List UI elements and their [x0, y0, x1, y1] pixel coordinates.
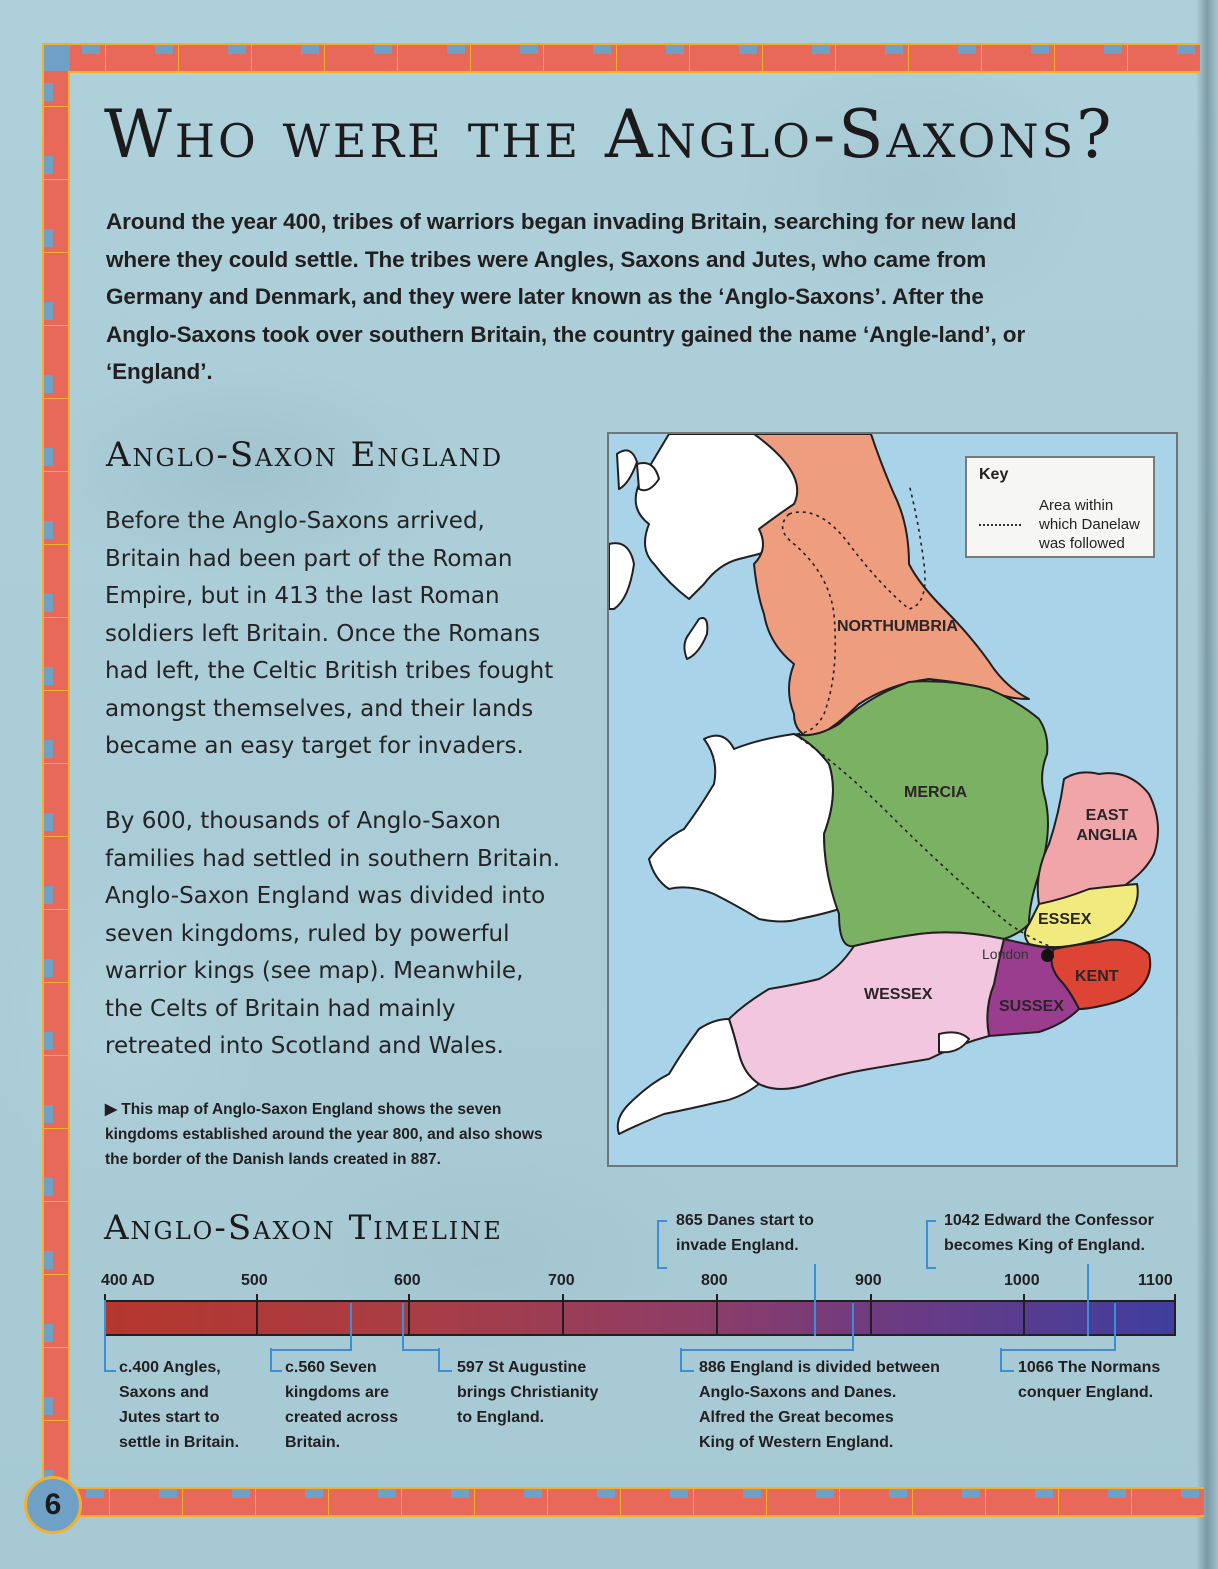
event-560-line-3: created across: [285, 1409, 398, 1426]
section-heading-timeline: Anglo-Saxon Timeline: [104, 1208, 503, 1248]
key-entry-danelaw: Area within which Danelaw was followed: [1039, 497, 1140, 552]
event-886-line-3: Alfred the Great becomes: [699, 1409, 894, 1426]
tick-label-700: 700: [548, 1272, 575, 1289]
city-label-london: London: [982, 946, 1029, 962]
leader-line-1042a: [926, 1220, 936, 1269]
leader-line-865a: [657, 1220, 667, 1269]
london-marker-icon: [1041, 949, 1054, 962]
leader-line-400: [104, 1300, 116, 1372]
region-label-wessex: WESSEX: [864, 986, 933, 1003]
region-label-essex: ESSEX: [1038, 911, 1092, 928]
leader-line-560b: [270, 1348, 282, 1372]
border-top: [70, 43, 1200, 73]
event-400-line-2: Saxons and: [119, 1384, 209, 1401]
section-heading-england: Anglo-Saxon England: [106, 435, 504, 475]
event-1042-line-1: 1042 Edward the Confessor: [944, 1212, 1154, 1229]
event-597: [457, 1355, 598, 1430]
leader-line-597a: [402, 1303, 440, 1351]
body-paragraph-1: Before the Anglo-Saxons arrived, Britain had been part of the Roman Empire, but in 413 the last Roman soldiers left Britain. Once the Romans had left, the Celtic British tribes fought amongst themselves, and their lands became an easy target for invaders.: [105, 508, 554, 759]
event-400: [119, 1355, 239, 1455]
key-title: Key: [979, 466, 1009, 483]
anglo-saxon-map: [607, 432, 1178, 1167]
tick-mark: [870, 1294, 872, 1336]
event-560-line-1: c.560 Seven: [285, 1359, 377, 1376]
page-number: 6: [24, 1476, 82, 1534]
border-corner-block: [42, 43, 72, 73]
region-label-kent: KENT: [1075, 968, 1119, 985]
event-1066-line-2: conquer England.: [1018, 1384, 1154, 1401]
region-label-east-anglia: EAST ANGLIA: [1076, 807, 1138, 844]
tick-label-600: 600: [394, 1272, 421, 1289]
event-597-line-1: 597 St Augustine: [457, 1359, 587, 1376]
event-1042-line-2: becomes King of England.: [944, 1237, 1145, 1254]
tick-label-1000: 1000: [1004, 1272, 1040, 1289]
leader-line-1042b: [926, 1264, 1089, 1336]
tick-label-900: 900: [855, 1272, 882, 1289]
event-1066-line-1: 1066 The Normans: [1018, 1359, 1161, 1376]
event-560-line-2: kingdoms are: [285, 1384, 390, 1401]
event-865-line-1: 865 Danes start to: [676, 1212, 814, 1229]
border-bottom: [74, 1487, 1204, 1517]
tick-label-800: 800: [701, 1272, 728, 1289]
leader-line-1066b: [1000, 1348, 1014, 1372]
event-865: [676, 1208, 814, 1258]
region-label-sussex: SUSSEX: [999, 998, 1064, 1015]
event-560-line-4: Britain.: [285, 1434, 341, 1451]
map-key: [965, 456, 1155, 558]
tick-mark: [256, 1294, 258, 1336]
event-865-line-2: invade England.: [676, 1237, 799, 1254]
caption-arrow-icon: ▶: [105, 1101, 117, 1118]
book-spine-shadow: [1196, 0, 1218, 1569]
region-label-northumbria: NORTHUMBRIA: [837, 618, 958, 635]
page-title: Who were the Anglo-Saxons?: [104, 96, 1115, 173]
tick-mark: [562, 1294, 564, 1336]
event-886-line-4: King of Western England.: [699, 1434, 894, 1451]
event-597-line-3: to England.: [457, 1409, 545, 1426]
tick-label-400: 400 AD: [101, 1272, 155, 1289]
tick-label-1100: 1100: [1138, 1272, 1173, 1289]
region-label-mercia: MERCIA: [904, 784, 968, 801]
leader-line-886b: [680, 1348, 694, 1372]
tick-label-500: 500: [241, 1272, 268, 1289]
border-left: [42, 71, 70, 1486]
leader-line-560a: [270, 1303, 352, 1351]
tick-mark: [1174, 1294, 1176, 1336]
intro-paragraph: Around the year 400, tribes of warriors began invading Britain, searching for new land where they could settle. The tribes were Angles, Saxons and Jutes, who came from Germany and Denmark, and they were later known as the ‘Anglo-Saxons’. After the Anglo-Saxons took over southern Britain, the country gained the name ‘Angle-land’, or ‘England’.: [106, 209, 1026, 384]
event-400-line-3: Jutes start to: [119, 1409, 220, 1426]
event-400-line-1: c.400 Angles,: [119, 1359, 221, 1376]
leader-line-865b: [657, 1264, 816, 1336]
leader-line-597b: [438, 1348, 452, 1372]
event-886: [699, 1355, 940, 1455]
map-caption: [105, 1097, 565, 1172]
event-886-line-1: 886 England is divided between: [699, 1359, 940, 1376]
event-560: [285, 1355, 398, 1455]
event-1042: [944, 1208, 1154, 1258]
event-597-line-2: brings Christianity: [457, 1384, 599, 1401]
body-paragraph-2: By 600, thousands of Anglo-Saxon families had settled in southern Britain. Anglo-Saxon England was divided into seven kingdoms, ruled by powerful warrior kings (see map). Meanwhile, the Celts of Britain had mainly retreated into Scotland and Wales.: [105, 808, 561, 1059]
event-400-line-4: settle in Britain.: [119, 1434, 240, 1451]
dotted-line-icon: [979, 524, 1021, 526]
caption-text: This map of Anglo-Saxon England shows the seven kingdoms established around the year 800, and also shows the border of the Danish lands created in 887.: [105, 1101, 543, 1168]
event-886-line-2: Anglo-Saxons and Danes.: [699, 1384, 897, 1401]
event-1066: [1018, 1355, 1160, 1405]
